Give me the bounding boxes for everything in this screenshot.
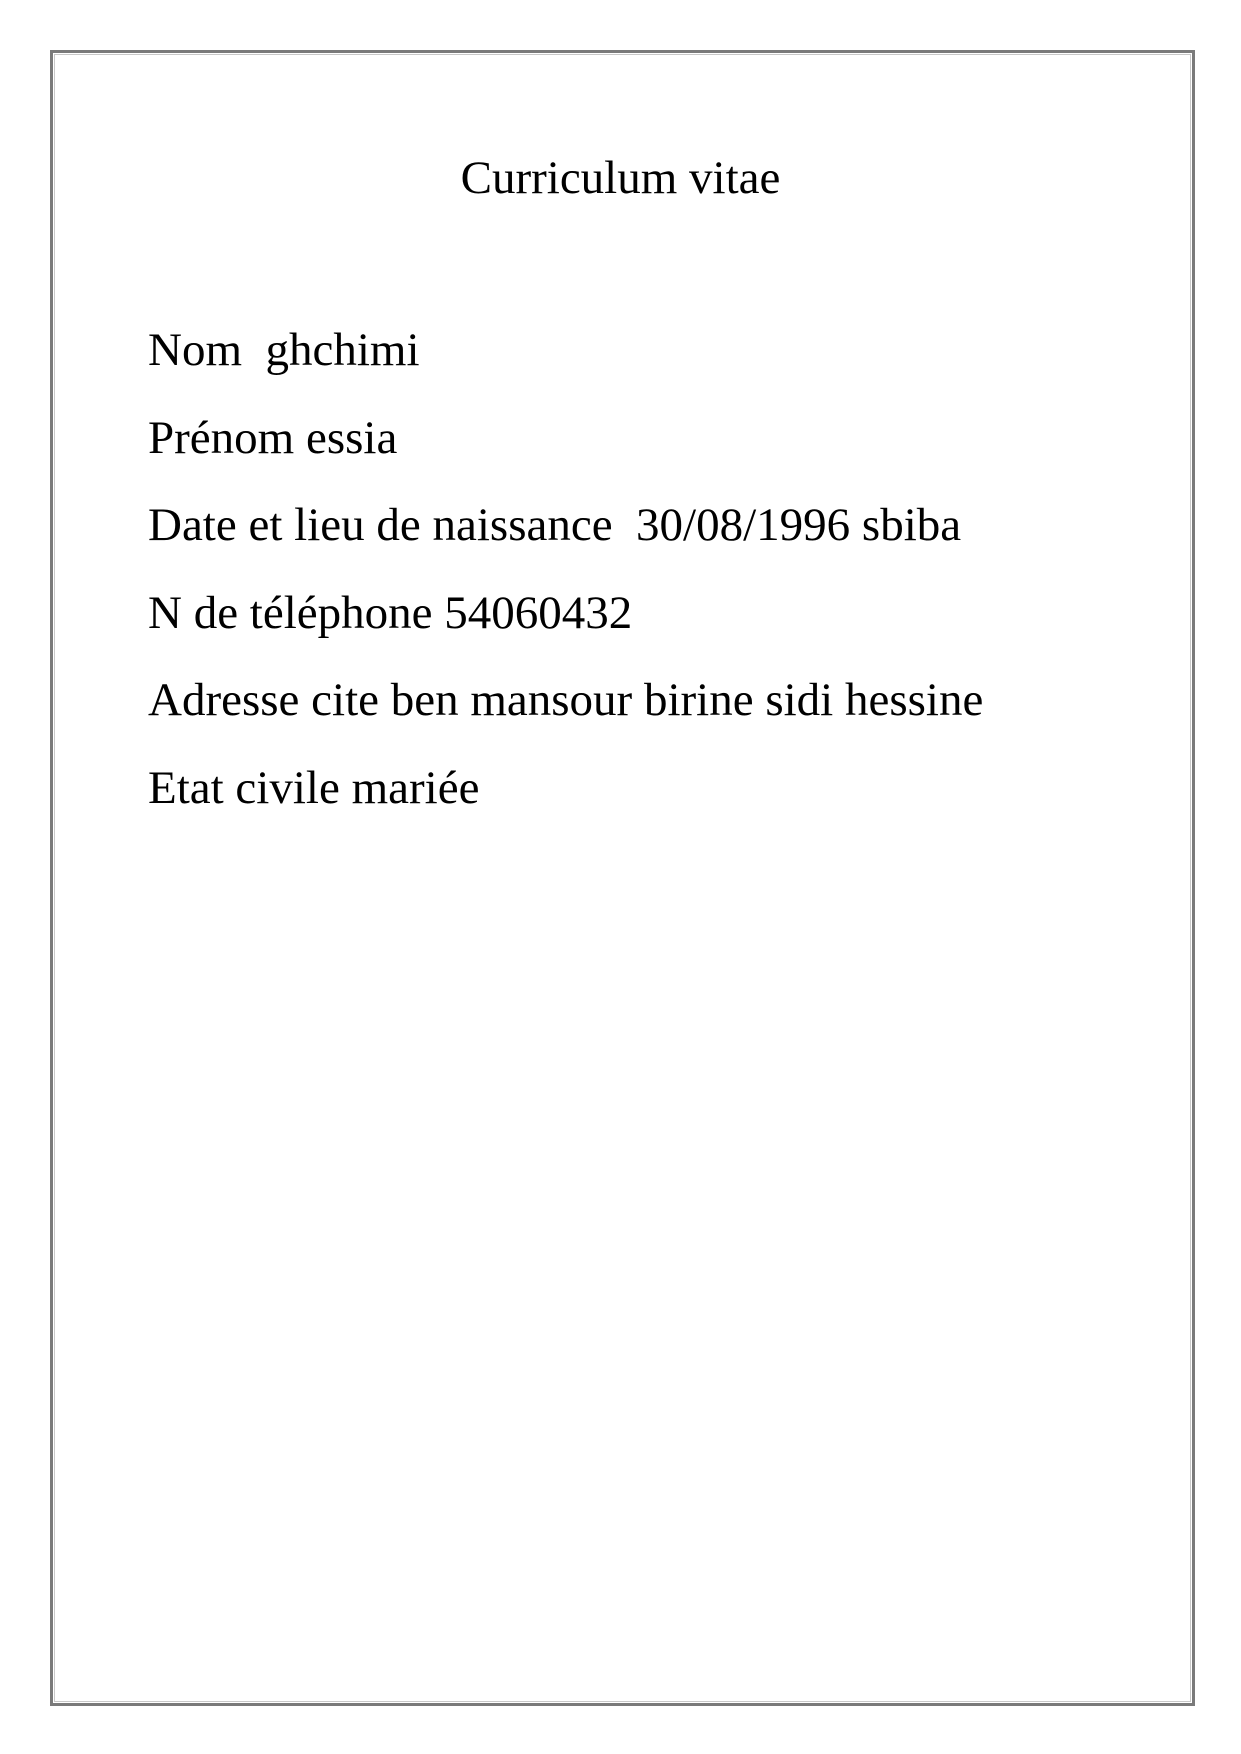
page-border bbox=[50, 50, 1195, 1706]
field-prenom: Prénom essia bbox=[148, 411, 398, 464]
field-adresse: Adresse cite ben mansour birine sidi hessine bbox=[148, 674, 984, 726]
field-naissance: Date et lieu de naissance 30/08/1996 sbiba bbox=[148, 499, 962, 551]
document-title: Curriculum vitae bbox=[460, 152, 781, 204]
field-etat-civil: Etat civile mariée bbox=[148, 761, 480, 814]
cv-field-list bbox=[148, 322, 983, 847]
field-telephone: N de téléphone 54060432 bbox=[148, 586, 633, 639]
field-nom: Nom ghchimi bbox=[148, 324, 420, 376]
